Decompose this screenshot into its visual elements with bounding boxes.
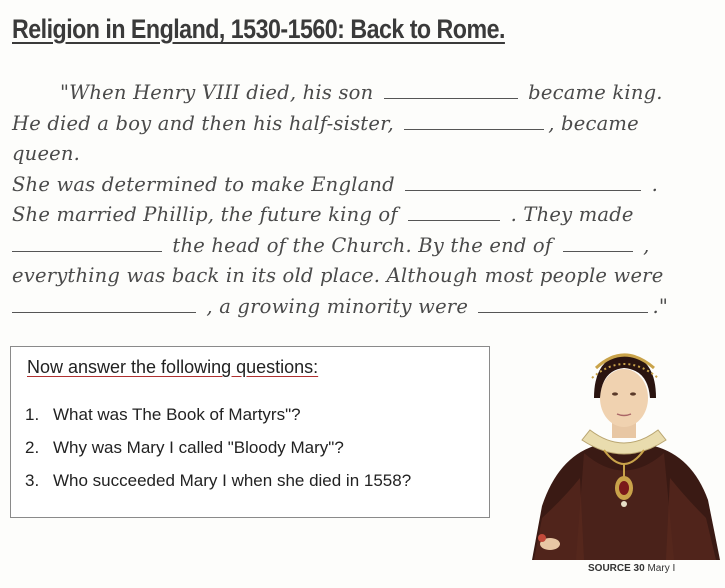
passage-text: "When Henry VIII died, his son [60, 81, 374, 104]
answer-blank[interactable] [404, 112, 544, 130]
image-caption [588, 563, 675, 574]
passage-text: became king. [528, 81, 663, 104]
answer-blank[interactable] [563, 234, 633, 252]
questions-heading: Now answer the following questions: [27, 357, 319, 377]
passage-text: ." [652, 294, 669, 318]
answer-blank[interactable] [478, 295, 648, 313]
caption-name: Mary I [647, 563, 676, 574]
answer-blank[interactable] [405, 173, 641, 191]
passage-text: She was determined to make England [12, 172, 395, 196]
answer-blank[interactable] [12, 295, 196, 313]
answer-blank[interactable] [384, 81, 518, 99]
passage-text: queen. [12, 142, 81, 165]
answer-blank[interactable] [408, 203, 500, 221]
portrait-mary-i [524, 328, 724, 560]
questions-list [25, 405, 411, 504]
question-number: 2. [25, 438, 40, 457]
passage-text: , a growing minority were [206, 294, 469, 318]
portrait-face [600, 369, 648, 427]
passage-text: . They made [510, 203, 634, 226]
passage-text: , became [548, 111, 639, 135]
passage-text: everything was back in its old place. Although most people were [12, 264, 664, 287]
question-number: 1. [25, 405, 40, 424]
page-title: Religion in England, 1530-1560: Back to Rome. [12, 14, 505, 44]
question-item [25, 405, 411, 438]
question-text: What was The Book of Martyrs"? [53, 405, 301, 424]
fill-in-passage [12, 78, 717, 322]
passage-text: the head of the Church. By the end of [172, 233, 553, 257]
passage-text: He died a boy and then his half-sister, [12, 111, 394, 135]
caption-source: SOURCE 30 [588, 563, 645, 574]
question-text: Why was Mary I called "Bloody Mary"? [53, 438, 344, 457]
passage-text: . [651, 172, 659, 196]
passage-text: She married Phillip, the future king of [12, 203, 398, 226]
question-item [25, 471, 411, 504]
question-number: 3. [25, 471, 40, 490]
question-item [25, 438, 411, 471]
passage-text: , [643, 233, 650, 257]
questions-box [10, 346, 490, 518]
answer-blank[interactable] [12, 234, 162, 252]
question-text: Who succeeded Mary I when she died in 1558? [53, 471, 412, 490]
